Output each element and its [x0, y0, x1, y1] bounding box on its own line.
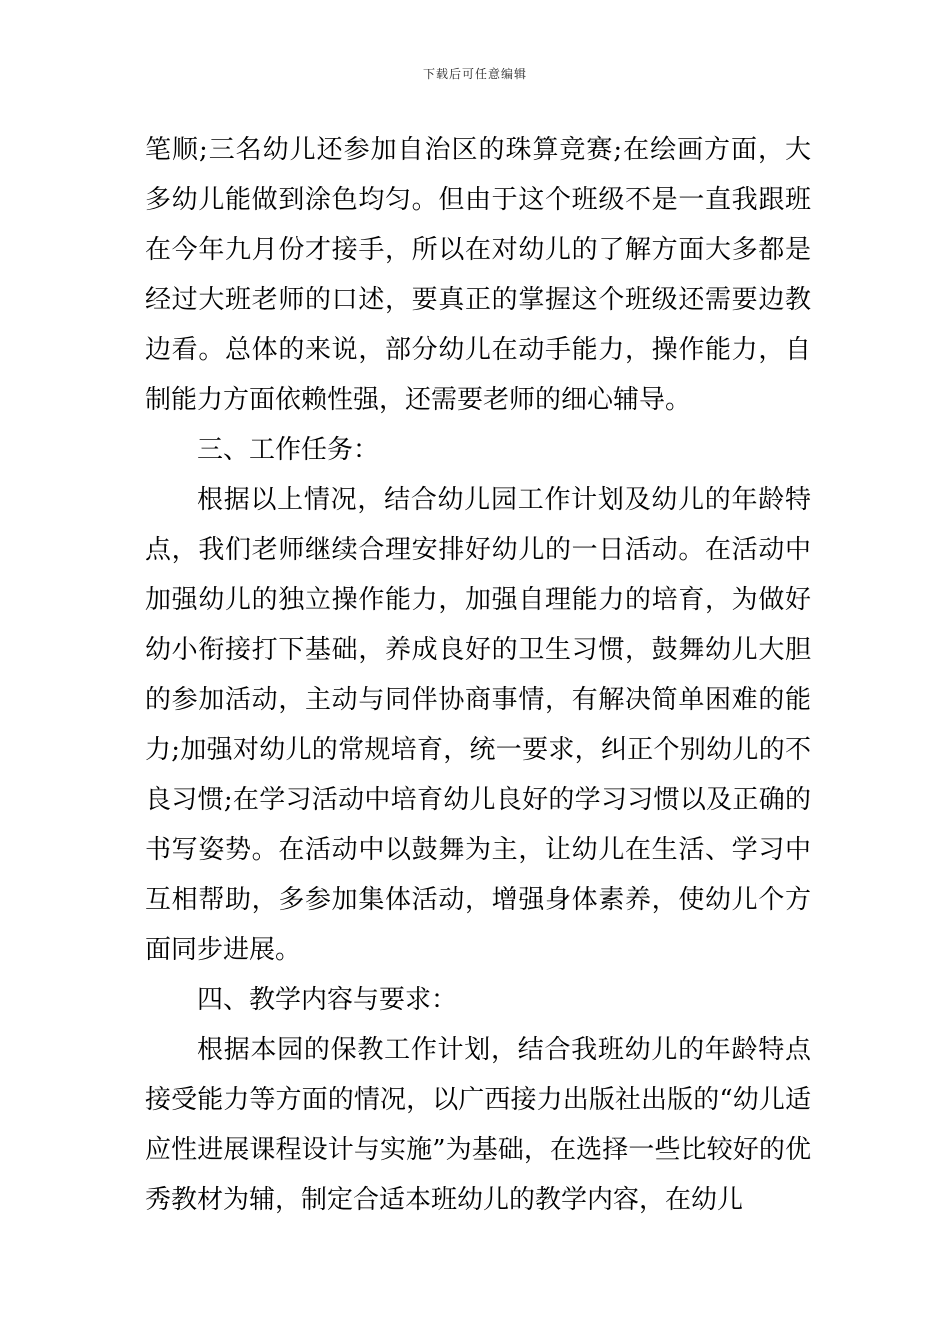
page-header: 下载后可任意编辑 [422, 67, 527, 81]
section-heading-teaching-content: 四、教学内容与要求： [197, 985, 458, 1015]
paragraph-continuation: 笔顺;三名幼儿还参加自治区的珠算竞赛;在绘画方面，大多幼儿能做到涂色均匀。但由于这个班级不是一直我跟班在今年九月份才接手，所以在对幼儿的了解方面大多都是经过大班老师的口述，要真正的掌握这个班级还需要边教边看。总体的来说，部分幼儿在动手能力，操作能力，自制能力方面依赖性强，还需要老师的细心辅导。 [145, 135, 811, 415]
paragraph-teaching-content: 根据本园的保教工作计划，结合我班幼儿的年龄特点接受能力等方面的情况，以广西接力出版社出版的“幼儿适应性进展课程设计与实施”为基础，在选择一些比较好的优秀教材为辅，制定合适本班幼儿的教学内容，在幼儿 [145, 1035, 811, 1215]
section-heading-work-tasks: 三、工作任务： [197, 435, 380, 465]
document-body [145, 125, 811, 1225]
paragraph-work-tasks: 根据以上情况，结合幼儿园工作计划及幼儿的年龄特点，我们老师继续合理安排好幼儿的一日活动。在活动中加强幼儿的独立操作能力，加强自理能力的培育，为做好幼小衔接打下基础，养成良好的卫生习惯，鼓舞幼儿大胆的参加活动，主动与同伴协商事情，有解决简单困难的能力;加强对幼儿的常规培育，统一要求，纠正个别幼儿的不良习惯;在学习活动中培育幼儿良好的学习习惯以及正确的书写姿势。在活动中以鼓舞为主，让幼儿在生活、学习中互相帮助，多参加集体活动，增强身体素养，使幼儿个方面同步进展。 [145, 485, 811, 965]
